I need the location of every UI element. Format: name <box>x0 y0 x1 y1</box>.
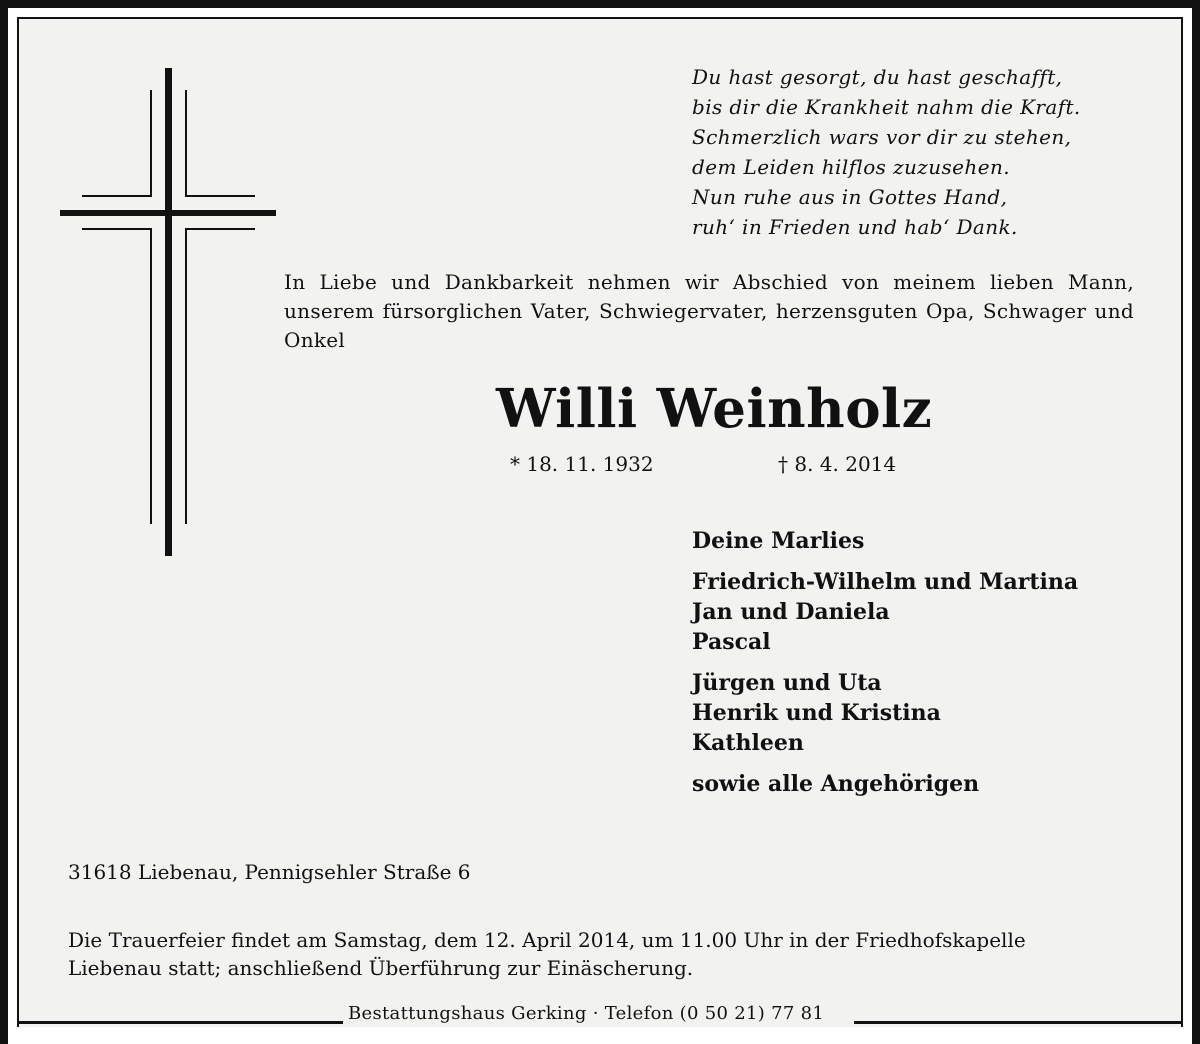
birth-date: * 18. 11. 1932 <box>510 452 654 476</box>
mourners-list <box>692 526 1162 810</box>
mourner-name: Friedrich-Wilhelm und Martina <box>692 569 1079 595</box>
cross-icon <box>58 68 278 558</box>
deceased-name: Willi Weinholz <box>496 378 933 440</box>
mourner-group <box>692 769 1162 799</box>
mourner-name: Kathleen <box>692 730 804 756</box>
mourner-name: Jan und Daniela <box>692 599 890 625</box>
poem <box>692 62 1162 242</box>
death-date: † 8. 4. 2014 <box>778 452 897 476</box>
service-info <box>68 926 1148 982</box>
poem-line: Schmerzlich wars vor dir zu stehen, <box>692 125 1072 149</box>
address: 31618 Liebenau, Pennigsehler Straße 6 <box>68 860 471 884</box>
poem-line: Du hast gesorgt, du hast geschafft, <box>692 65 1063 89</box>
service-line: Liebenau statt; anschließend Überführung zur Einäscherung. <box>68 956 694 980</box>
poem-line: ruh‘ in Frieden und hab‘ Dank. <box>692 215 1018 239</box>
mourner-group <box>692 567 1162 657</box>
mourner-name: Jürgen und Uta <box>692 670 882 696</box>
mourner-group <box>692 668 1162 758</box>
mourner-name: Pascal <box>692 629 771 655</box>
intro-text: In Liebe und Dankbarkeit nehmen wir Abschied von meinem lieben Mann, unserem fürsorglichen Vater, Schwiegervater, herzensguten Opa, Schwager und Onkel <box>284 270 1134 352</box>
mourner-name: Henrik und Kristina <box>692 700 941 726</box>
mourner-name: sowie alle Angehörigen <box>692 771 980 797</box>
mourner-group <box>692 526 1162 556</box>
poem-line: dem Leiden hilflos zuzusehen. <box>692 155 1010 179</box>
footer-rule-left <box>19 1021 343 1024</box>
poem-line: Nun ruhe aus in Gottes Hand, <box>692 185 1008 209</box>
service-line: Die Trauerfeier findet am Samstag, dem 12. April 2014, um 11.00 Uhr in der Friedhofskapelle <box>68 928 1026 952</box>
footer-rule-right <box>854 1021 1181 1024</box>
funeral-home-footer: Bestattungshaus Gerking · Telefon (0 50 21) 77 81 <box>348 1003 825 1024</box>
mourner-name: Deine Marlies <box>692 528 865 554</box>
poem-line: bis dir die Krankheit nahm die Kraft. <box>692 95 1081 119</box>
